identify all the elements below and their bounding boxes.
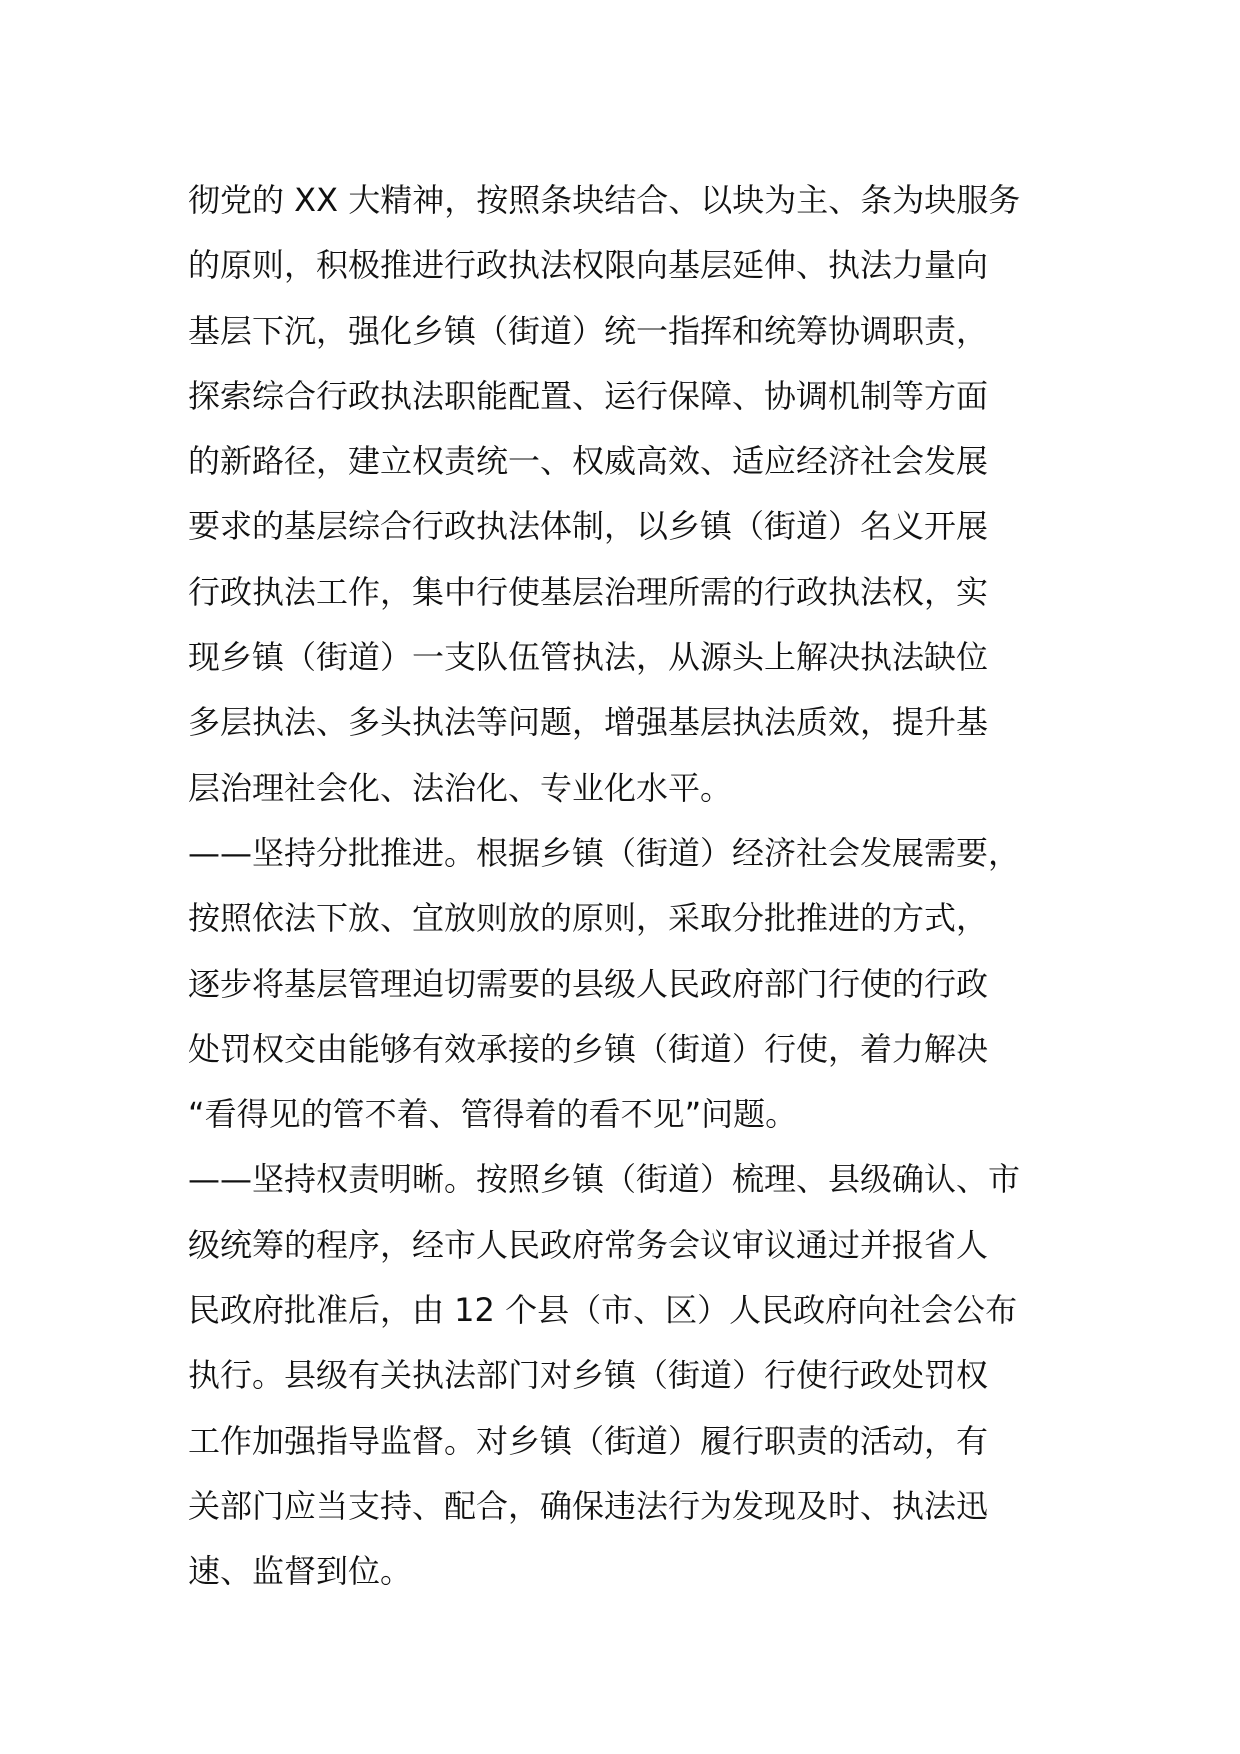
text-line-22: 速、监督到位。 [188,1552,413,1591]
text-line-20: 工作加强指导监督。对乡镇（街道）履行职责的活动，有 [188,1421,989,1460]
text-line-10: 层治理社会化、法治化、专业化水平。 [188,768,733,807]
text-line-2: 的原则，积极推进行政执法权限向基层延伸、执法力量向 [188,246,989,285]
text-line-7: 行政执法工作，集中行使基层治理所需的行政执法权，实 [188,572,989,611]
text-line-11: ——坚持分批推进。根据乡镇（街道）经济社会发展需要， [188,833,1021,872]
text-line-18: 民政府批准后，由 12 个县（市、区）人民政府向社会公布 [188,1291,1018,1330]
text-line-13: 逐步将基层管理迫切需要的县级人民政府部门行使的行政 [188,964,989,1003]
text-line-15: “看得见的管不着、管得着的看不见”问题。 [188,1095,798,1134]
text-line-8: 现乡镇（街道）一支队伍管执法，从源头上解决执法缺位 [188,638,989,677]
text-line-6: 要求的基层综合行政执法体制，以乡镇（街道）名义开展 [188,507,989,546]
text-line-19: 执行。县级有关执法部门对乡镇（街道）行使行政处罚权 [188,1356,989,1395]
body-text [188,168,1068,1605]
text-line-14: 处罚权交由能够有效承接的乡镇（街道）行使，着力解决 [188,1029,989,1068]
text-line-9: 多层执法、多头执法等问题，增强基层执法质效，提升基 [188,703,989,742]
text-line-16: ——坚持权责明晰。按照乡镇（街道）梳理、县级确认、市 [188,1160,1021,1199]
text-line-1: 彻党的 XX 大精神，按照条块结合、以块为主、条为块服务 [188,181,1021,219]
text-line-5: 的新路径，建立权责统一、权威高效、适应经济社会发展 [188,442,989,481]
text-line-21: 关部门应当支持、配合，确保违法行为发现及时、执法迅 [188,1486,989,1525]
text-line-4: 探索综合行政执法职能配置、运行保障、协调机制等方面 [188,376,989,415]
text-line-17: 级统筹的程序，经市人民政府常务会议审议通过并报省人 [188,1225,989,1264]
text-line-3: 基层下沉，强化乡镇（街道）统一指挥和统筹协调职责， [188,311,989,350]
text-line-12: 按照依法下放、宜放则放的原则，采取分批推进的方式， [188,899,989,938]
